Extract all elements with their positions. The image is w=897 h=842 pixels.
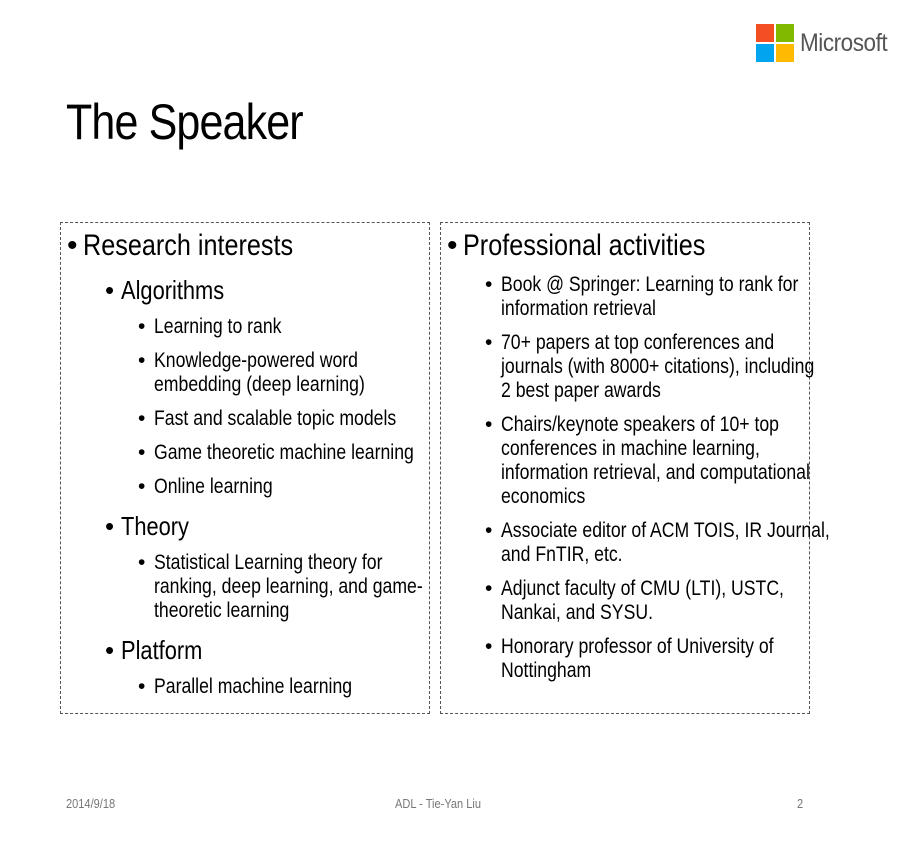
logo-square-yellow [776, 44, 794, 62]
section-algorithms: • Algorithms [121, 275, 423, 305]
list-item: • 70+ papers at top conferences and journals (with 8000+ citations), including 2 best paper awards [501, 331, 803, 403]
logo-square-red [756, 24, 774, 42]
logo-square-green [776, 24, 794, 42]
microsoft-logo [756, 24, 897, 62]
research-interests-panel [60, 222, 430, 714]
list-item: • Fast and scalable topic models [154, 407, 423, 431]
list-item: • Parallel machine learning [154, 675, 423, 699]
logo-square-blue [756, 44, 774, 62]
list-item: • Game theoretic machine learning [154, 441, 423, 465]
list-item: • Associate editor of ACM TOIS, IR Journal, and FnTIR, etc. [501, 519, 803, 567]
list-item: • Adjunct faculty of CMU (LTI), USTC, Nankai, and SYSU. [501, 577, 803, 625]
list-item: • Book @ Springer: Learning to rank for information retrieval [501, 273, 803, 321]
list-item: • Statistical Learning theory for ranking, deep learning, and game- theoretic learning [154, 551, 423, 623]
list-item: • Online learning [154, 475, 423, 499]
list-item: • Chairs/keynote speakers of 10+ top conferences in machine learning, information retrieval, and computational economics [501, 413, 803, 509]
footer-page-number: 2 [797, 796, 804, 811]
logo-text: Microsoft [800, 28, 888, 57]
section-platform: • Platform [121, 635, 423, 665]
list-item: • Learning to rank [154, 315, 423, 339]
slide-title: The Speaker [66, 94, 303, 150]
list-item: • Honorary professor of University of Nottingham [501, 635, 803, 683]
microsoft-logo-icon [756, 24, 794, 62]
research-heading: • Research interests [83, 229, 423, 263]
professional-activities-panel [440, 222, 830, 714]
footer-author: ADL - Tie-Yan Liu [395, 796, 481, 811]
section-theory: • Theory [121, 511, 423, 541]
list-item: • Knowledge-powered word embedding (deep learning) [154, 349, 423, 397]
activities-heading: • Professional activities [463, 229, 803, 263]
footer-date: 2014/9/18 [66, 796, 116, 811]
